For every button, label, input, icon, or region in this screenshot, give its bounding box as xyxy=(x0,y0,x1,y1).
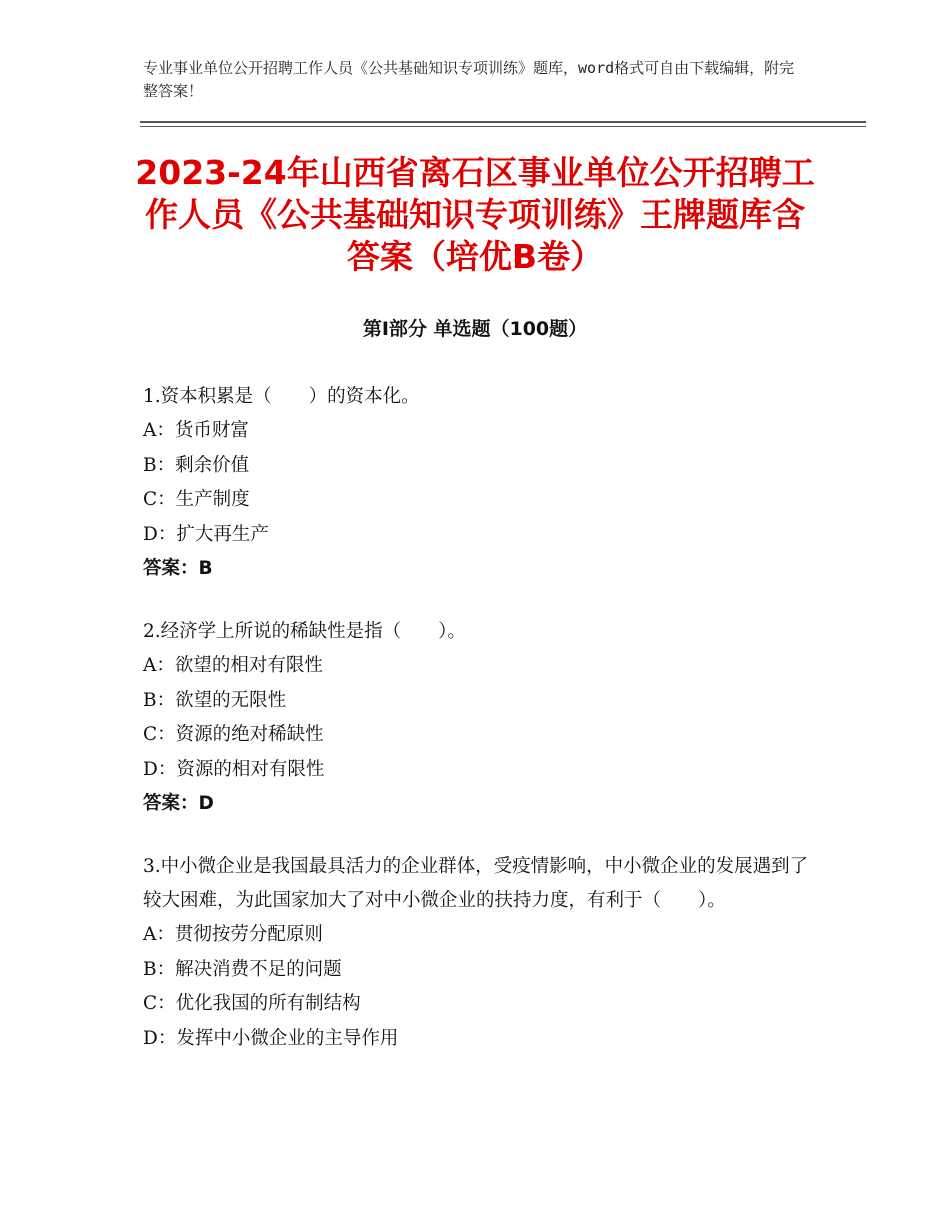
header-note: 专业事业单位公开招聘工作人员《公共基础知识专项训练》题库，word格式可自由下载编辑，附完整答案！ xyxy=(143,59,795,100)
question-stem: 3.中小微企业是我国最具活力的企业群体，受疫情影响，中小微企业的发展遇到了较大困难，为此国家加大了对中小微企业的扶持力度，有利于（ ）。 xyxy=(143,856,809,911)
section-title: 第Ⅰ部分 单选题（100题） xyxy=(362,318,588,340)
option-a: A：欲望的相对有限性 xyxy=(143,655,323,676)
option-d: D：扩大再生产 xyxy=(143,523,269,545)
question-stem: 2.经济学上所说的稀缺性是指（ ）。 xyxy=(143,621,466,642)
option-d: D：资源的相对有限性 xyxy=(143,758,325,780)
option-b: B：欲望的无限性 xyxy=(143,689,287,711)
question-1 xyxy=(143,380,823,586)
option-a: A：货币财富 xyxy=(143,420,249,441)
option-c: C：资源的绝对稀缺性 xyxy=(143,724,324,745)
answer-text: 答案：B xyxy=(143,558,213,579)
answer-text: 答案：D xyxy=(143,793,214,814)
header-divider-thin xyxy=(140,126,866,127)
question-list xyxy=(143,380,823,1085)
option-c: C：生产制度 xyxy=(143,489,250,510)
document-title: 2023-24年山西省离石区事业单位公开招聘工作人员《公共基础知识专项训练》王牌题库含答案（培优B卷） xyxy=(135,153,815,276)
option-b: B：剩余价值 xyxy=(143,454,250,476)
option-d: D：发挥中小微企业的主导作用 xyxy=(143,1027,399,1049)
question-2 xyxy=(143,615,823,821)
question-3 xyxy=(143,850,823,1056)
header-divider-thick xyxy=(140,121,866,123)
option-c: C：优化我国的所有制结构 xyxy=(143,993,361,1014)
question-stem: 1.资本积累是（ ）的资本化。 xyxy=(143,386,420,407)
option-a: A：贯彻按劳分配原则 xyxy=(143,924,323,945)
option-b: B：解决消费不足的问题 xyxy=(143,958,342,980)
